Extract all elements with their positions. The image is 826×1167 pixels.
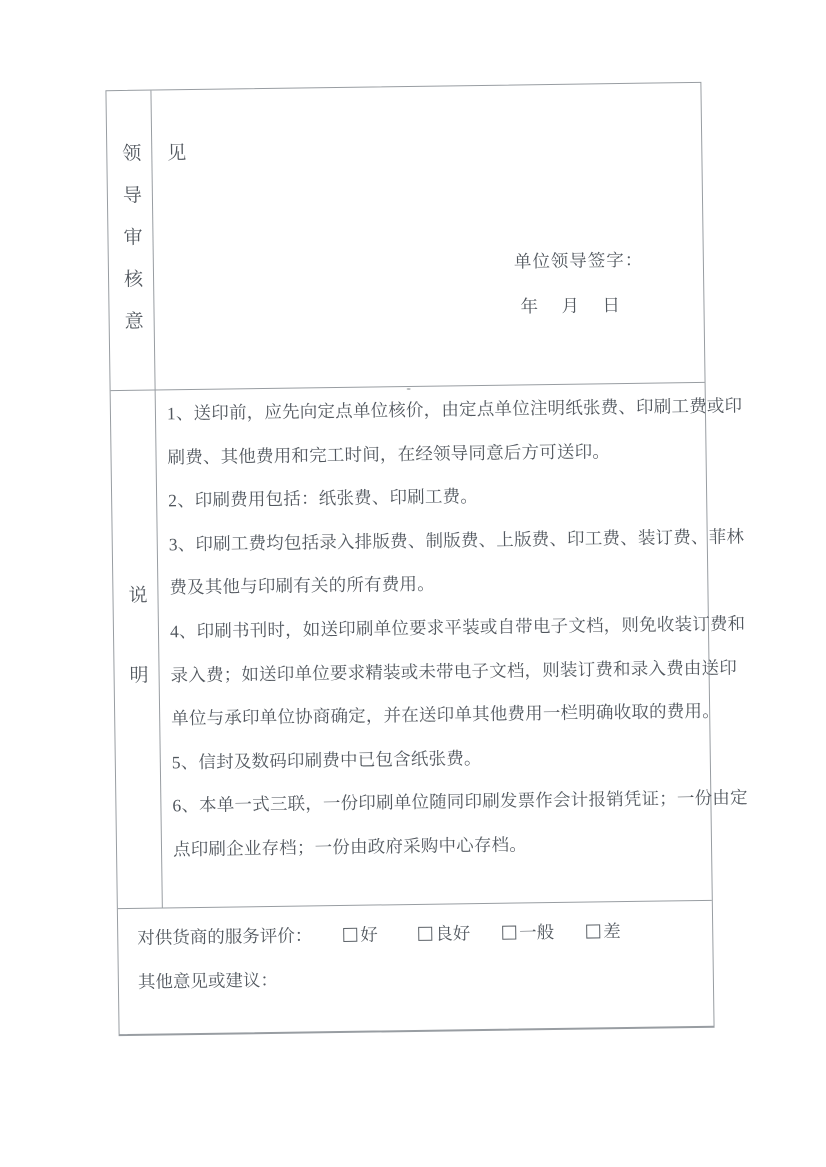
signature-label: 单位领导签字： — [513, 249, 644, 272]
checkbox-option-good[interactable] — [343, 921, 378, 946]
note-line: 2、印刷费用包括：纸张费、印刷工费。 — [168, 486, 479, 511]
note-line: 刷费、其他费用和完工时间，在经领导同意后方可送印。 — [167, 440, 611, 467]
note-line: 录入费；如送印单位要求精装或未带电子文档，则装订费和录入费由送印 — [170, 657, 738, 685]
other-comments-label: 其他意见或建议： — [137, 969, 279, 992]
leader-review-label: 领导审核意见 — [119, 142, 186, 353]
evaluation-section — [118, 901, 714, 1034]
checkbox-option-average[interactable] — [502, 919, 554, 945]
checkbox-average-icon[interactable] — [502, 926, 516, 940]
note-line: 单位与承印单位协商确定，并在送印单其他费用一栏明确收取的费用。 — [171, 700, 720, 729]
note-line: 1、送印前，应先向定点单位核价，由定点单位注明纸张费、印刷工费或印 — [166, 395, 743, 424]
note-line: 3、印刷工费均包括录入排版费、制版费、上版费、印工费、装订费、菲林 — [168, 526, 745, 555]
checkbox-good-label: 好 — [360, 924, 378, 945]
leader-review-section — [106, 83, 704, 391]
date-label: 年 月 日 — [520, 295, 624, 317]
form-table — [105, 82, 748, 1036]
evaluation-label: 对供货商的服务评价： — [137, 925, 313, 948]
checkbox-poor-icon[interactable] — [586, 924, 600, 938]
checkbox-option-fine[interactable] — [418, 920, 470, 946]
note-line: 点印刷企业存档；一份由政府采购中心存档。 — [172, 834, 528, 860]
checkbox-average-label: 一般 — [519, 922, 555, 943]
notes-section — [111, 383, 748, 909]
note-line: 费及其他与印刷有关的所有费用。 — [169, 574, 435, 598]
notes-label-cell — [111, 391, 163, 909]
checkbox-fine-icon[interactable] — [418, 927, 432, 941]
note-line: 5、信封及数码印刷费中已包含纸张费。 — [171, 747, 482, 773]
checkbox-poor-label: 差 — [603, 921, 621, 942]
notes-text — [156, 383, 748, 908]
note-line: 4、印刷书刊时，如送印刷单位要求平装或自带电子文档，则免收装订费和 — [169, 613, 746, 642]
notes-label: 说明 — [125, 584, 149, 745]
checkbox-fine-label: 良好 — [435, 923, 471, 944]
note-line: 6、本单一式三联，一份印刷单位随同印刷发票作会计报销凭证；一份由定 — [172, 787, 748, 816]
leader-review-label-cell — [106, 91, 186, 391]
checkbox-good-icon[interactable] — [343, 928, 357, 942]
checkbox-option-poor[interactable] — [586, 918, 621, 943]
